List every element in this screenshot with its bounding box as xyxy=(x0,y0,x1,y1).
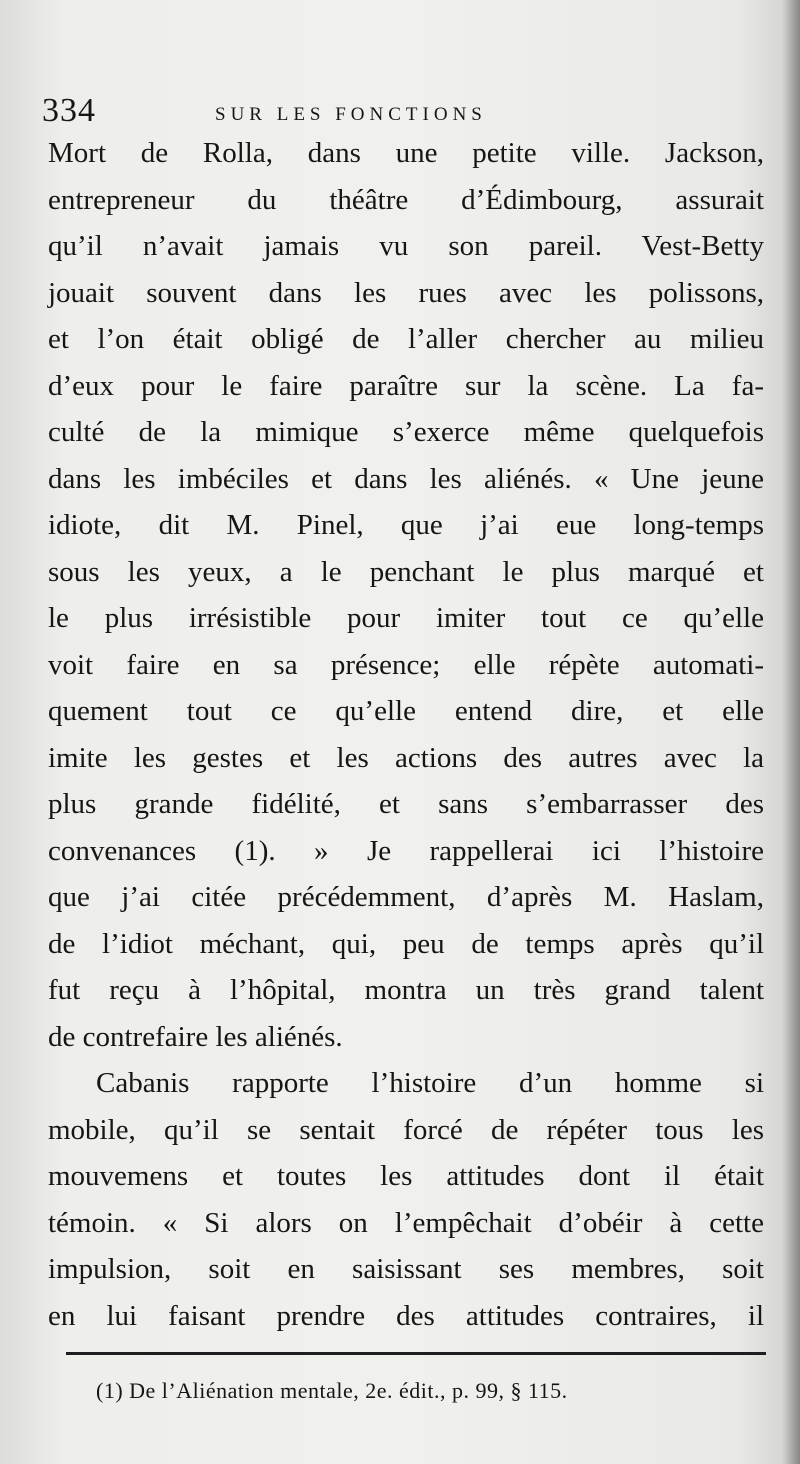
text-line: voit faire en sa présence; elle répète automati- xyxy=(48,648,764,681)
text-line: sous les yeux, a le penchant le plus marqué et xyxy=(48,555,764,588)
footnote-rule xyxy=(66,1352,766,1355)
text-line: de l’idiot méchant, qui, peu de temps après qu’il xyxy=(48,927,764,960)
text-line: plus grande fidélité, et sans s’embarrasser des xyxy=(48,788,764,820)
text-line: mobile, qu’il se sentait forcé de répéter tous les xyxy=(48,1113,764,1146)
page-number: 334 xyxy=(42,92,96,129)
text-line: fut reçu à l’hôpital, montra un très grand talent xyxy=(48,974,764,1006)
text-line: d’eux pour le faire paraître sur la scène. La fa- xyxy=(48,369,764,402)
text-line: idiote, dit M. Pinel, que j’ai eue long-temps xyxy=(48,509,764,541)
text-line: que j’ai citée précédemment, d’après M. Haslam, xyxy=(48,881,764,913)
text-line: et l’on était obligé de l’aller chercher au milieu xyxy=(48,323,764,355)
footnote: (1) De l’Aliénation mentale, 2e. édit., p. 99, § 115. xyxy=(96,1378,568,1403)
text-line: dans les imbéciles et dans les aliénés. « Une jeune xyxy=(48,462,764,495)
text-line: de contrefaire les aliénés. xyxy=(48,1020,343,1053)
text-line: impulsion, soit en saisissant ses membres, soit xyxy=(48,1253,764,1285)
text-line: Mort de Rolla, dans une petite ville. Jackson, xyxy=(48,137,764,169)
running-head: SUR LES FONCTIONS xyxy=(215,104,487,125)
text-line: le plus irrésistible pour imiter tout ce qu’elle xyxy=(48,602,764,634)
text-line: culté de la mimique s’exerce même quelquefois xyxy=(48,416,764,448)
text-line: témoin. « Si alors on l’empêchait d’obéir à cette xyxy=(48,1206,764,1239)
text-line: mouvemens et toutes les attitudes dont il était xyxy=(48,1160,764,1192)
text-line: jouait souvent dans les rues avec les polissons, xyxy=(48,276,764,309)
body-text xyxy=(48,130,764,1339)
text-line: qu’il n’avait jamais vu son pareil. Vest-Betty xyxy=(48,230,764,262)
text-line: Cabanis rapporte l’histoire d’un homme si xyxy=(96,1067,764,1099)
page-edge-shadow xyxy=(782,0,800,1464)
text-line: en lui faisant prendre des attitudes contraires, il xyxy=(48,1299,764,1332)
text-line: entrepreneur du théâtre d’Édimbourg, assurait xyxy=(48,183,764,216)
text-line: quement tout ce qu’elle entend dire, et elle xyxy=(48,695,764,727)
text-line: convenances (1). » Je rappellerai ici l’histoire xyxy=(48,834,764,867)
text-line: imite les gestes et les actions des autres avec la xyxy=(48,741,764,774)
